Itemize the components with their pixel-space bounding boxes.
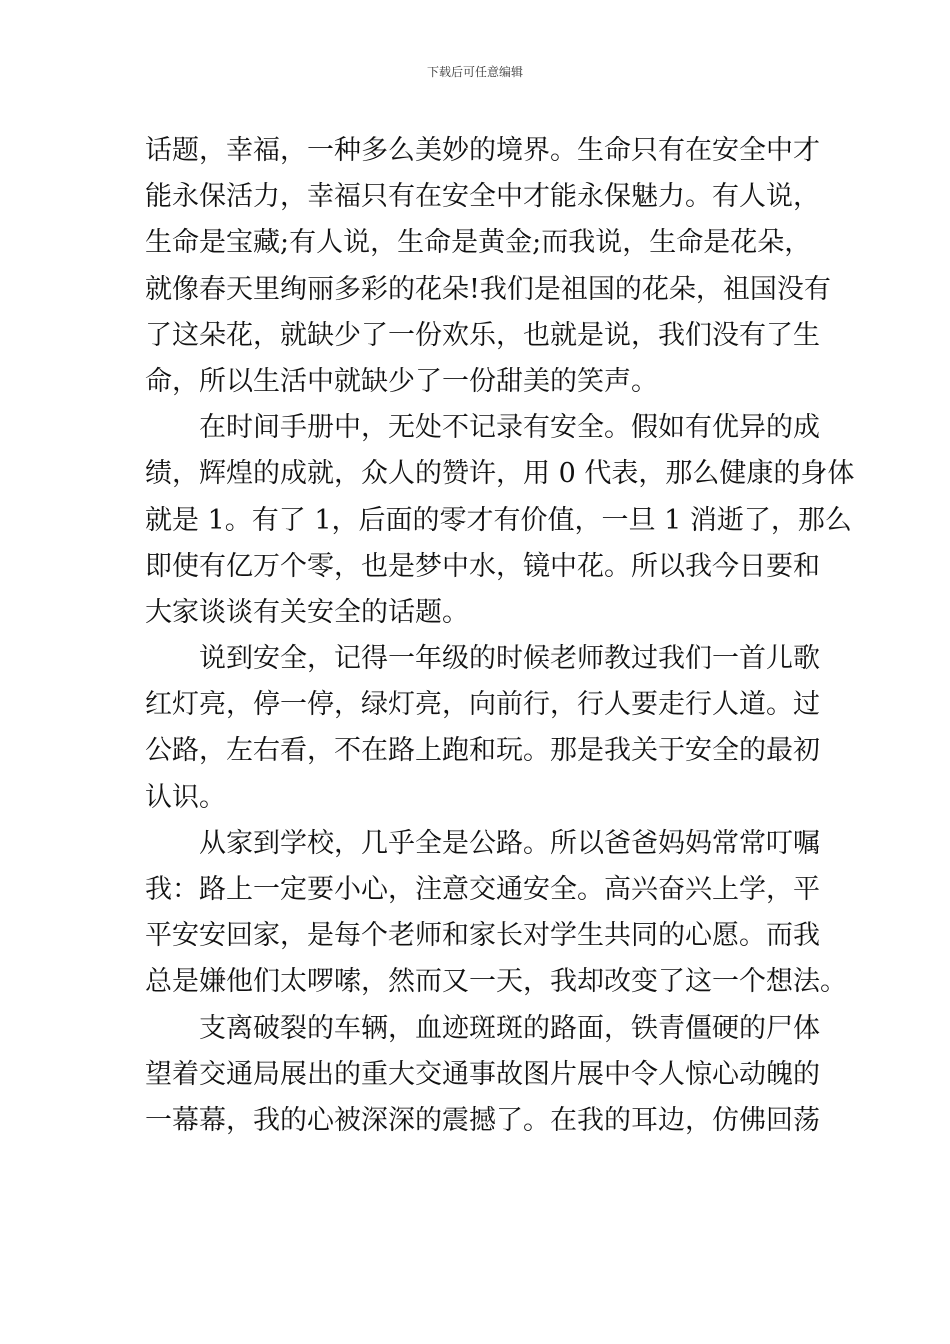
text-line: 从家到学校，几乎全是公路。所以爸爸妈妈常常叮嘱 — [199, 827, 820, 859]
page-header: 下载后可任意编辑 — [426, 65, 523, 79]
text-line: 红灯亮，停一停，绿灯亮，向前行，行人要走行人道。过 — [145, 689, 820, 721]
text-line: 一幕幕，我的心被深深的震撼了。在我的耳边，仿佛回荡 — [145, 1104, 820, 1136]
text-line: 即使有亿万个零，也是梦中水，镜中花。所以我今日要和 — [145, 550, 820, 582]
text-line: 绩，辉煌的成就，众人的赞许，用 0 代表，那么健康的身体 — [145, 458, 855, 490]
text-line: 能永保活力，幸福只有在安全中才能永保魅力。有人说， — [145, 181, 820, 213]
document-body — [145, 128, 855, 1144]
text-line: 望着交通局展出的重大交通事故图片展中令人惊心动魄的 — [145, 1058, 820, 1090]
text-line: 我：路上一定要小心，注意交通安全。高兴奋兴上学，平 — [145, 874, 820, 905]
text-line: 总是嫌他们太啰嗦，然而又一天，我却改变了这一个想法。 — [145, 966, 847, 998]
text-line: 就像春天里绚丽多彩的花朵!我们是祖国的花朵，祖国没有 — [145, 273, 831, 305]
text-line: 就是 1。有了 1，后面的零才有价值，一旦 1 消逝了，那么 — [145, 504, 852, 536]
text-line: 话题，幸福，一种多么美妙的境界。生命只有在安全中才 — [145, 135, 820, 166]
text-line: 生命是宝藏;有人说，生命是黄金;而我说，生命是花朵， — [145, 227, 812, 259]
text-line: 了这朵花，就缺少了一份欢乐，也就是说，我们没有了生 — [145, 319, 820, 351]
text-line: 在时间手册中，无处不记录有安全。假如有优异的成 — [199, 412, 820, 444]
text-line: 公路，左右看，不在路上跑和玩。那是我关于安全的最初 — [145, 735, 820, 767]
text-line: 大家谈谈有关安全的话题。 — [145, 596, 469, 628]
text-line: 说到安全，记得一年级的时候老师教过我们一首儿歌 — [199, 643, 820, 675]
text-line: 平安安回家，是每个老师和家长对学生共同的心愿。而我 — [145, 920, 820, 952]
text-line: 认识。 — [145, 781, 226, 813]
text-line: 支离破裂的车辆，血迹斑斑的路面，铁青僵硬的尸体 — [199, 1012, 820, 1044]
text-line: 命，所以生活中就缺少了一份甜美的笑声。 — [145, 365, 658, 397]
